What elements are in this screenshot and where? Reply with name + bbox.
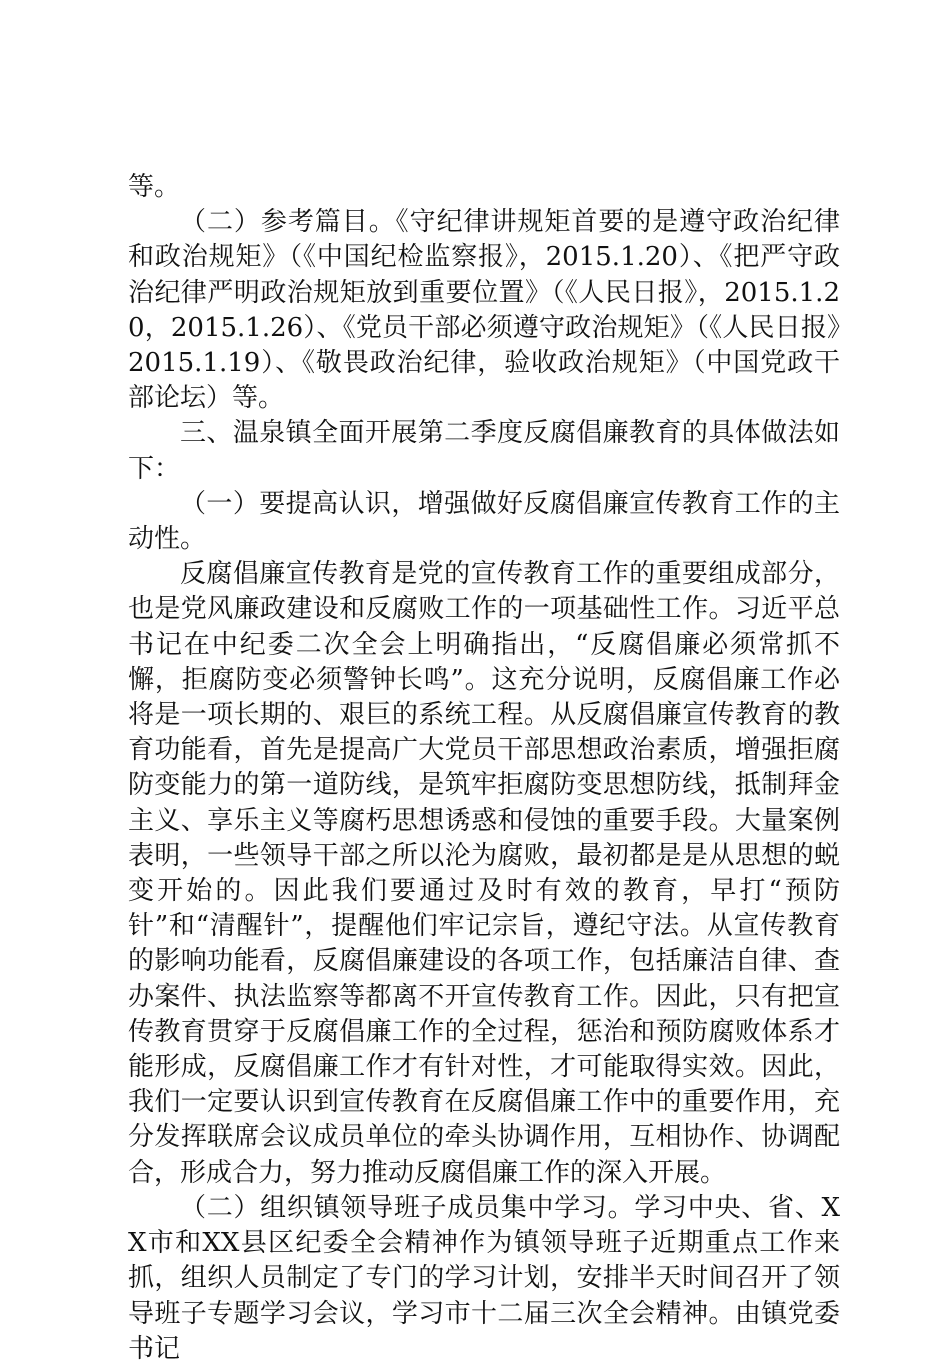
document-body [128, 170, 840, 1367]
paragraph-section-three-heading: 三、温泉镇全面开展第二季度反腐倡廉教育的具体做法如下： [128, 418, 840, 484]
paragraph-subsection-one-heading: （一）要提高认识，增强做好反腐倡廉宣传教育工作的主动性。 [128, 488, 840, 555]
paragraph-subsection-two: （二）组织镇领导班子成员集中学习。学习中央、省、XX市和XX县区纪委全会精神作为镇领导班子近期重点工作来抓，组织人员制定了专门的学习计划，安排半天时间召开了领导班子专题学习会议，学习市十二届三次全会精神。由镇党委书记 [128, 1192, 840, 1364]
paragraph-continuation: 等。 [128, 172, 181, 202]
paragraph-education-body: 反腐倡廉宣传教育是党的宣传教育工作的重要组成部分，也是党风廉政建设和反腐败工作的一项基础性工作。习近平总书记在中纪委二次全会上明确指出，“反腐倡廉必须常抓不懈，拒腐防变必须警钟长鸣”。这充分说明，反腐倡廉工作必将是一项长期的、艰巨的系统工程。从反腐倡廉宣传教育的教育功能看，首先是提高广大党员干部思想政治素质，增强拒腐防变能力的第一道防线，是筑牢拒腐防变思想防线，抵制拜金主义、享乐主义等腐朽思想诱惑和侵蚀的重要手段。大量案例表明，一些领导干部之所以沦为腐败，最初都是是从思想的蜕变开始的。因此我们要通过及时有效的教育，早打“预防针”和“清醒针”，提醒他们牢记宗旨，遵纪守法。从宣传教育的影响功能看，反腐倡廉建设的各项工作，包括廉洁自律、查办案件、执法监察等都离不开宣传教育工作。因此，只有把宣传教育贯穿于反腐倡廉工作的全过程，惩治和预防腐败体系才能形成，反腐倡廉工作才有针对性，才可能取得实效。因此，我们一定要认识到宣传教育在反腐倡廉工作中的重要作用，充分发挥联席会议成员单位的牵头协调作用，互相协作、协调配合，形成合力，努力推动反腐倡廉工作的深入开展。 [128, 559, 840, 1188]
paragraph-reference-articles: （二）参考篇目。《守纪律讲规矩首要的是遵守政治纪律和政治规矩》（《中国纪检监察报》，2015.1.20）、《把严守政治纪律严明政治规矩放到重要位置》（《人民日报》，2015.1.20，2015.1.26）、《党员干部必须遵守政治规矩》（《人民日报》2015.1.19）、《敬畏政治纪律，验收政治规矩》（中国党政干部论坛）等。 [128, 207, 840, 414]
